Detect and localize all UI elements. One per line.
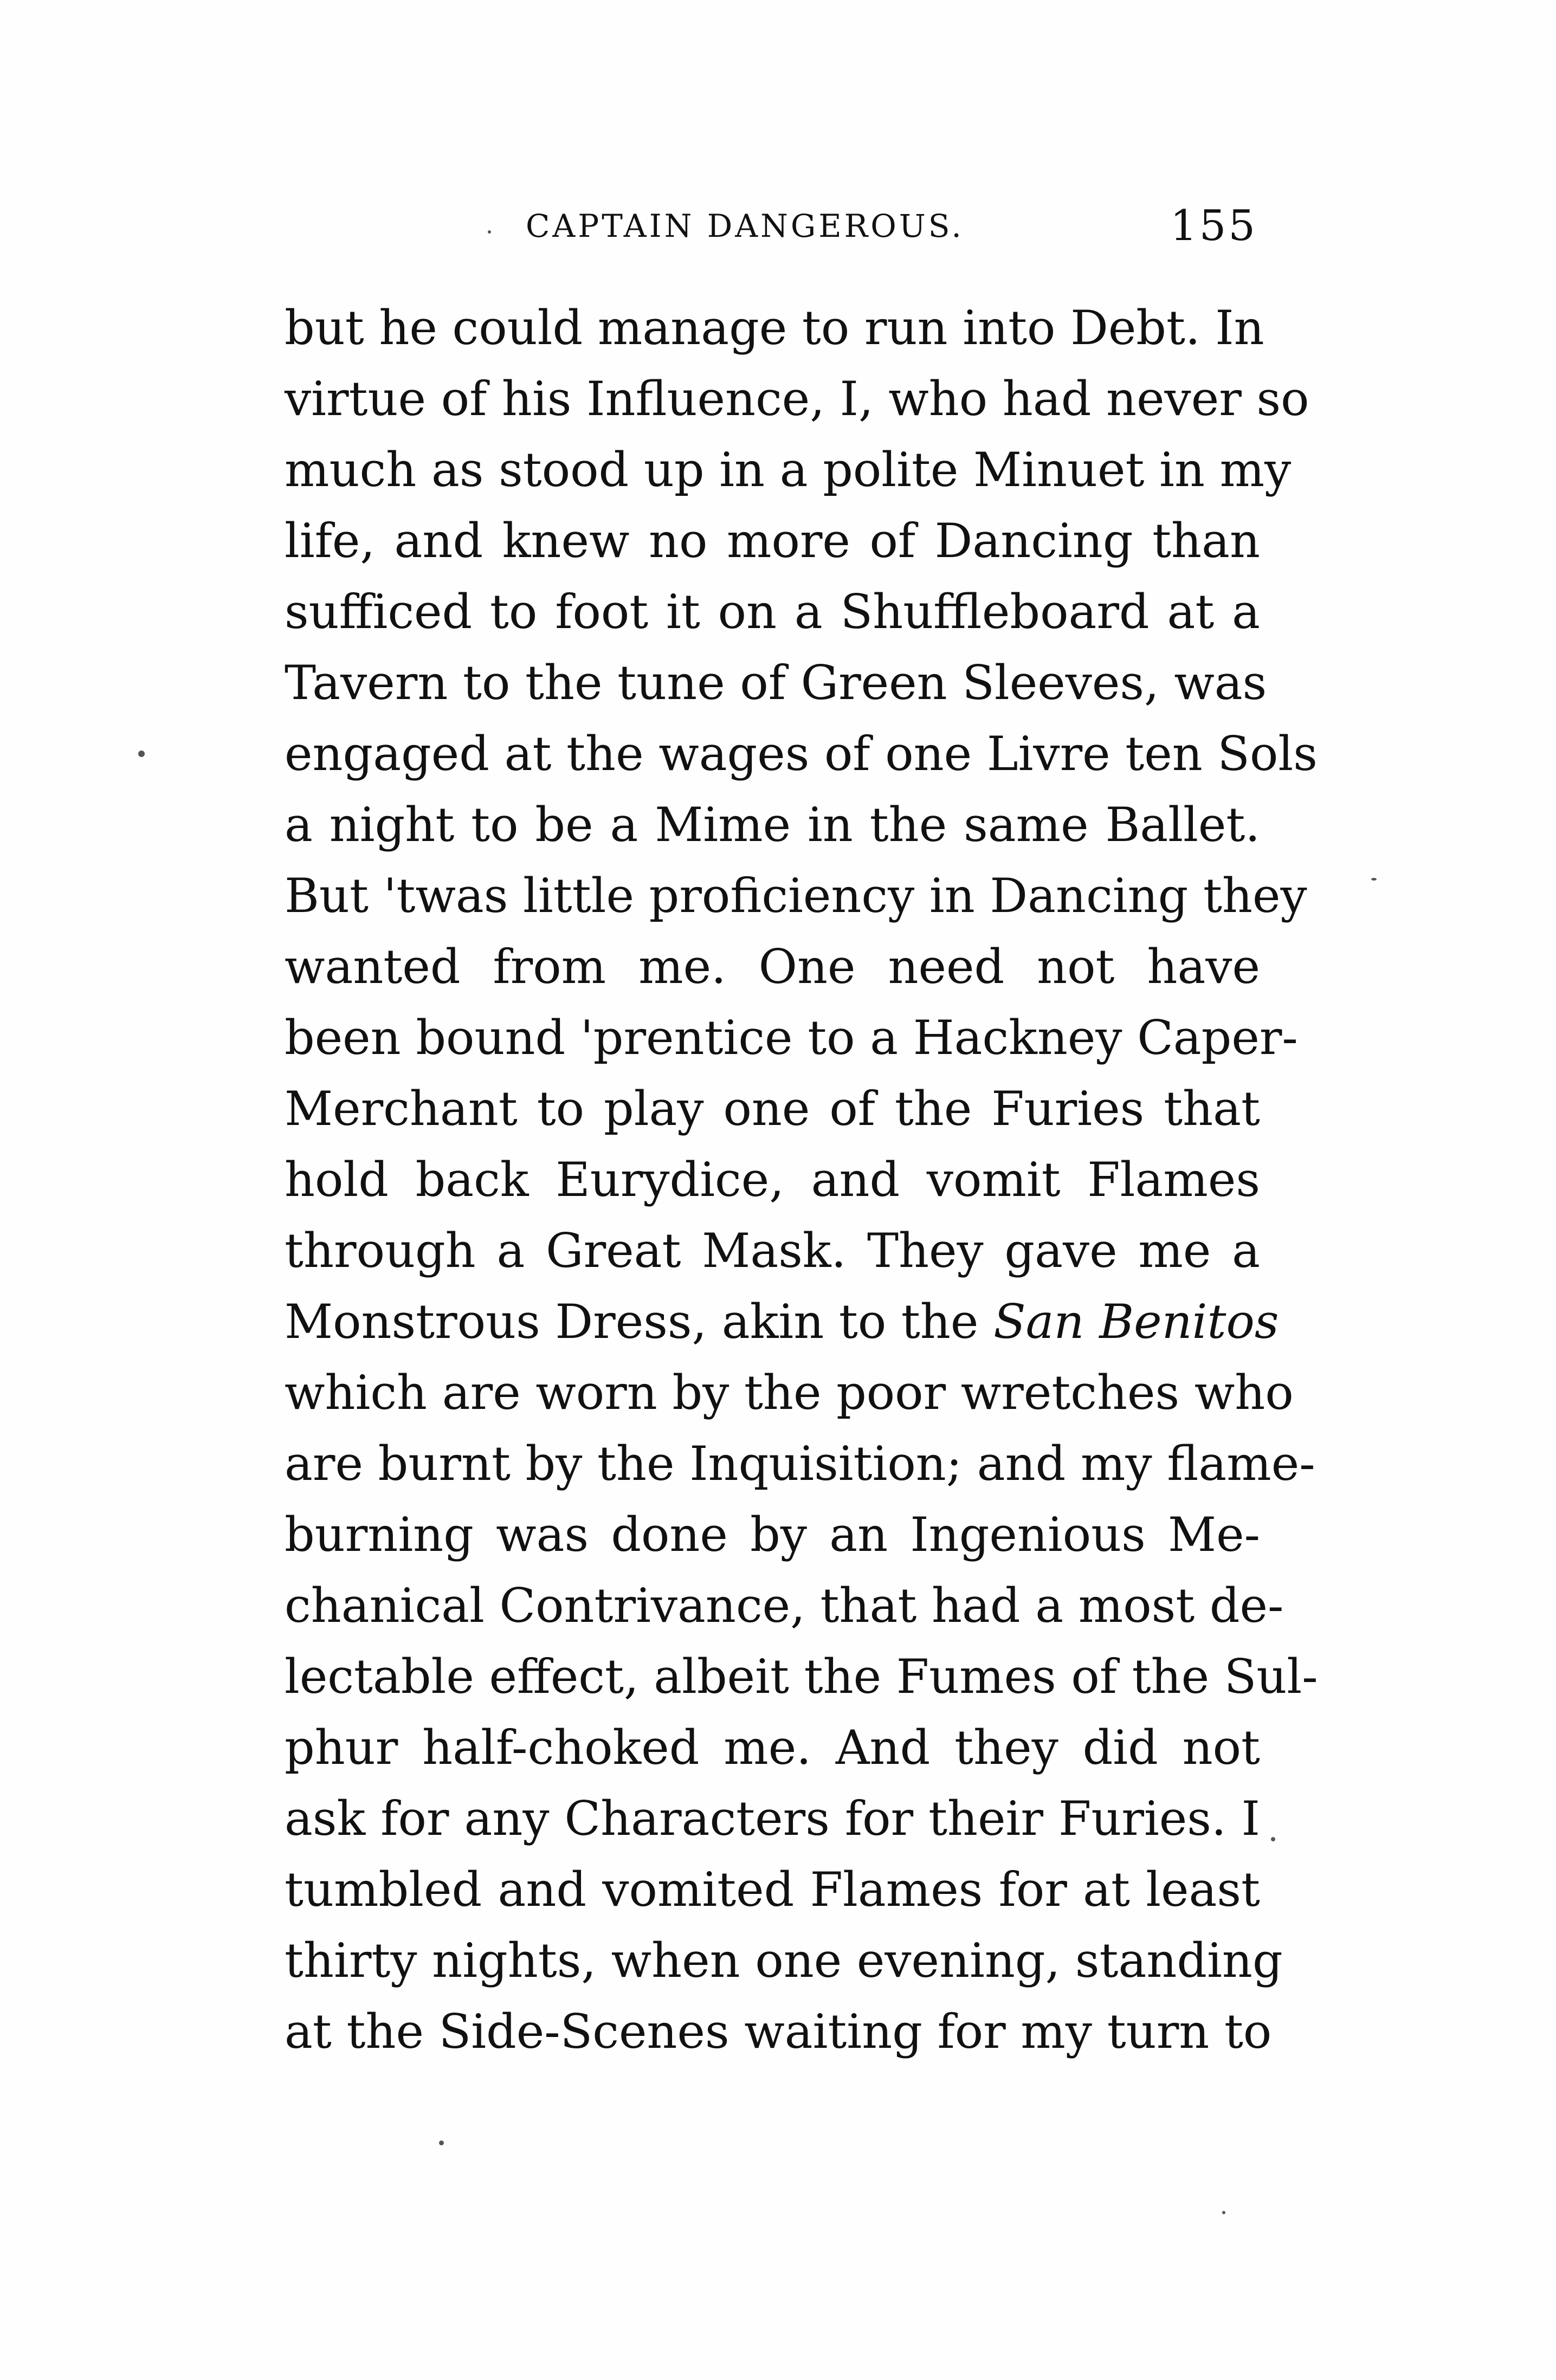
scan-speck [1271, 1837, 1275, 1841]
text-line: virtue of his Influence, I, who had never so [285, 371, 1309, 426]
text-line: hold back Eurydice, and vomit Flames [285, 1152, 1260, 1207]
text-line-with-italic [285, 1286, 1279, 1357]
text-line: tumbled and vomited Flames for at least [285, 1862, 1260, 1917]
text-line: a night to be a Mime in the same Ballet. [285, 797, 1260, 852]
text-line: chanical Contrivance, that had a most de- [285, 1578, 1284, 1633]
text-line: much as stood up in a polite Minuet in my [285, 442, 1292, 497]
text-line: which are worn by the poor wretches who [285, 1365, 1294, 1420]
text-line: at the Side-Scenes waiting for my turn to [285, 2004, 1272, 2059]
running-head [282, 202, 1257, 250]
text-line: wanted from me. One need not have [285, 939, 1260, 994]
text-line: lectable effect, albeit the Fumes of the Sul- [285, 1649, 1318, 1704]
text-line: Tavern to the tune of Green Sleeves, was [285, 655, 1267, 710]
text-line: through a Great Mask. They gave me a [285, 1223, 1260, 1278]
text-line: life, and knew no more of Dancing than [285, 513, 1260, 568]
text-line: burning was done by an Ingenious Me- [285, 1507, 1260, 1562]
text-line: are burnt by the Inquisition; and my flame- [285, 1436, 1315, 1491]
text-line: ask for any Characters for their Furies. I [285, 1791, 1260, 1846]
running-title: CAPTAIN DANGEROUS. [526, 208, 964, 244]
text-line: thirty nights, when one evening, standing [285, 1933, 1283, 1988]
page-number: 155 [1170, 202, 1257, 250]
text-line: Merchant to play one of the Furies that [285, 1081, 1260, 1136]
italic-phrase: San Benitos [993, 1294, 1279, 1349]
text-line: but he could manage to run into Debt. In [285, 300, 1264, 355]
text-line: But 'twas little proficiency in Dancing they [285, 868, 1307, 923]
text-line: engaged at the wages of one Livre ten Sols [285, 726, 1318, 781]
text-line: phur half-choked me. And they did not [285, 1720, 1260, 1775]
scan-speck [439, 2140, 444, 2145]
scan-speck [488, 230, 491, 234]
scan-speck [1222, 2211, 1225, 2214]
text-segment: Monstrous Dress, akin to the [285, 1294, 979, 1349]
text-line: sufficed to foot it on a Shuffleboard at a [285, 584, 1260, 639]
scan-speck [1371, 878, 1377, 881]
scan-speck [138, 751, 145, 757]
text-line: been bound 'prentice to a Hackney Caper- [285, 1010, 1298, 1065]
body-text [285, 293, 1318, 2067]
